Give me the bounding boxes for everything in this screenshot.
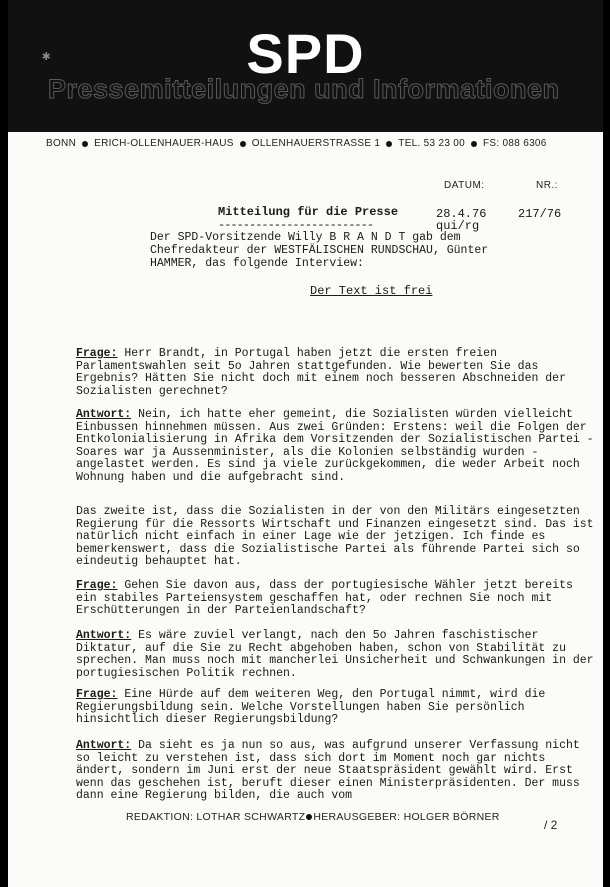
press-title-rule: ------------------------- <box>218 218 374 232</box>
nr-label: NR.: <box>536 180 558 191</box>
address-street: OLLENHAUERSTRASSE 1 <box>251 138 381 149</box>
paragraph-4 <box>76 580 596 618</box>
release-date: 28.4.76 <box>436 207 487 221</box>
initials: qui/rg <box>436 219 480 233</box>
footer-herausgeber: HERAUSGEBER: HOLGER BÖRNER <box>313 811 500 824</box>
spd-logo: SPD <box>246 22 365 85</box>
paragraph-lead: Frage: <box>76 579 118 592</box>
paragraph-text: Das zweite ist, dass die Sozialisten in der von den Militärs eingesetzten Regierung für die Ressorts Wirtschaft und Finanzen eingesetzt sind. Das ist natürlich nicht einfach in einer Lage wie der jetzigen. Ich finde es bemerkenswert, dass die Sozialistische Partei als führende Partei sich so eindeutig behauptet hat. <box>76 505 594 568</box>
address-city: BONN <box>46 138 77 149</box>
press-title: Mitteilung für die Presse <box>218 205 399 219</box>
paragraph-text: Herr Brandt, in Portugal haben jetzt die ersten freien Parlamentswahlen seit 5o Jahren stattgefunden. Wie bewerten Sie das Ergebnis? Hätten Sie nicht doch mit einem noch besseren Abschneiden der Sozialisten gerechnet? <box>76 347 566 398</box>
ink-blot-icon: ✱ <box>42 49 51 65</box>
footer-credits <box>126 811 500 823</box>
header-banner <box>8 0 603 132</box>
bullet-icon <box>386 141 392 147</box>
intro-text: Der SPD-Vorsitzende Willy B R A N D T gab dem Chefredakteur der WESTFÄLISCHEN RUNDSCHAU, Günter HAMMER, das folgende Interview: <box>150 231 489 270</box>
release-number: 217/76 <box>518 207 562 221</box>
paragraph-5 <box>76 630 596 680</box>
paragraph-1 <box>76 348 596 398</box>
paragraph-lead: Antwort: <box>76 629 132 642</box>
paragraph-lead: Frage: <box>76 347 118 360</box>
address-line <box>46 138 547 149</box>
address-telex: FS: 088 6306 <box>483 138 547 149</box>
paragraph-7 <box>76 740 596 803</box>
bullet-icon <box>240 141 246 147</box>
paragraph-3 <box>76 506 596 569</box>
bullet-icon <box>471 141 477 147</box>
bullet-icon <box>82 141 88 147</box>
page-number: / 2 <box>544 818 558 832</box>
paragraph-lead: Frage: <box>76 688 118 701</box>
paragraph-6 <box>76 689 596 727</box>
paragraph-text: Da sieht es ja nun so aus, was aufgrund unserer Verfassung nicht so leicht zu verstehen ist, dass sich dort im Moment noch gar nichts ändert, sondern im Juni erst der neue Staatspräsident gewählt wird. Erst wenn das geschehen ist, beruft dieser einen Ministerpräsidenten. Der muss dann eine Regierung bilden, die auch vom <box>76 739 580 802</box>
address-phone: TEL. 53 23 00 <box>398 138 466 149</box>
paragraph-text: Eine Hürde auf dem weiteren Weg, den Portugal nimmt, wird die Regierungsbildung sein. Welche Vorstellungen haben Sie persönlich hinsichtlich dieser Regierungsbildung? <box>76 688 546 726</box>
paragraph-lead: Antwort: <box>76 739 132 752</box>
paragraph-text: Gehen Sie davon aus, dass der portugiesische Wähler jetzt bereits ein stabiles Parteiensystem geschaffen hat, oder rechnen Sie noch mit Erschütterungen in der Parteienlandschaft? <box>76 579 573 617</box>
datum-label: DATUM: <box>444 180 485 191</box>
footer-redaktion: REDAKTION: LOTHAR SCHWARTZ <box>126 811 306 824</box>
paragraph-lead: Antwort: <box>76 408 132 421</box>
headline: Der Text ist frei <box>310 284 433 298</box>
paragraph-2 <box>76 409 596 484</box>
bullet-icon <box>306 814 312 820</box>
document-page <box>8 0 603 887</box>
paragraph-text: Es wäre zuviel verlangt, nach den 5o Jahren faschistischer Diktatur, auf die Sie zu Recht abgehoben haben, schon von Stabilität zu sprechen. Man muss noch mit mancherlei Unsicherheit und Schwankungen in der portugiesischen Politik rechnen. <box>76 629 594 680</box>
header-subtitle: Pressemitteilungen und Informationen <box>48 74 560 104</box>
address-building: ERICH-OLLENHAUER-HAUS <box>94 138 234 149</box>
paragraph-text: Nein, ich hatte eher gemeint, die Sozialisten würden vielleicht Einbussen hinnehmen müssen. Aus zwei Gründen: Erstens: weil die Folgen der Entkolonialisierung in Afrika dem Vorsitzenden der Sozialistischen Partei - Soares war ja Aussenminister, als die Kolonien selbständig wurden - angelastet werden. Es sind ja viele zurückgekommen, die weder Arbeit noch Wohnung haben und die aufgebracht sind. <box>76 408 594 484</box>
